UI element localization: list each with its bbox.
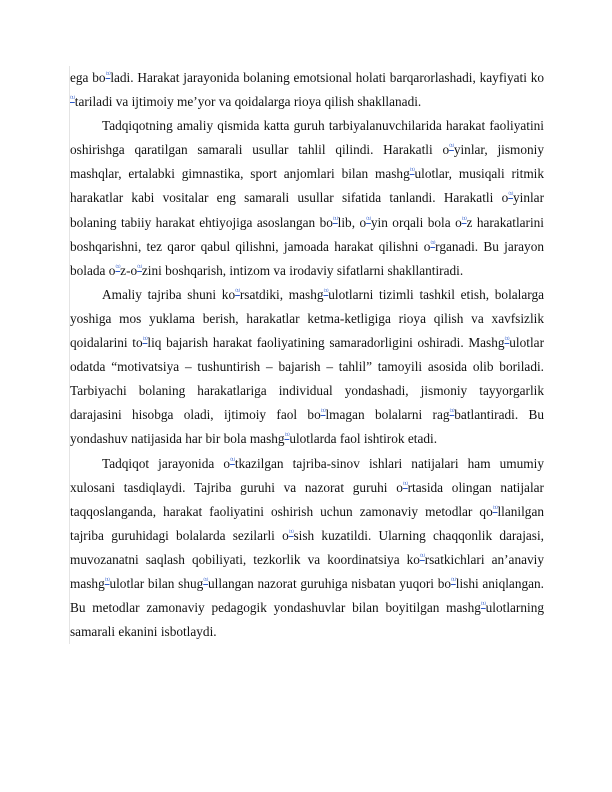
- footnote-link-mark[interactable]: ⁽¹⁾: [288, 528, 294, 537]
- footnote-link-mark[interactable]: ⁽¹⁾: [449, 408, 455, 417]
- paragraph-3: Amaliy tajriba shuni ko⁽¹⁾rsatdiki, mashg⁽¹⁾ulotlarni tizimli tashkil etish, bolalarga yoshiga mos yuklama berish, harakatlar ketma-ketligiga rioya qilish va xavfsizlik qoidalarini to⁽¹⁾liq bajarish harakat faoliyatining samaradorligini oshiradi. Mashg⁽¹⁾ulotlar odatda “motivatsiya – tushuntirish – bajarish – tahlil” tamoyili asosida olib boriladi. Tarbiyachi bolaning harakatlariga individual yondashadi, jismoniy tayyorgarlik darajasini hisobga oladi, ijtimoiy faol bo⁽¹⁾lmagan bolalarni rag⁽¹⁾batlantiradi. Bu yondashuv natijasida har bir bola mashg⁽¹⁾ulotlarda faol ishtirok etadi.: [70, 286, 544, 447]
- footnote-link-mark[interactable]: ⁽¹⁾: [492, 504, 498, 513]
- paragraph-2: Tadqiqotning amaliy qismida katta guruh tarbiyalanuvchilarida harakat faoliyatini oshirishga qaratilgan samarali usullar tahlil qilindi. Harakatli o⁽¹⁾yinlar, jismoniy mashqlar, ertalabki gimnastika, sport anjomlari bilan mashg⁽¹⁾ulotlar, musiqali ritmik harakatlar kabi vositalar eng samarali usullar sifatida tanlandi. Harakatli o⁽¹⁾yinlar bolaning tabiiy harakat ehtiyojiga asoslangan bo⁽¹⁾lib, o⁽¹⁾yin orqali bola o⁽¹⁾z harakatlarini boshqarishni, tez qaror qabul qilishni, jamoada harakat qilishni o⁽¹⁾rganadi. Bu jarayon bolada o⁽¹⁾z-o⁽¹⁾zini boshqarish, intizom va irodaviy sifatlarni shakllantiradi.: [70, 118, 545, 278]
- footnote-link-mark[interactable]: ⁽¹⁾: [235, 287, 240, 296]
- footnote-link-mark[interactable]: ⁽¹⁾: [115, 263, 121, 272]
- footnote-link-mark[interactable]: ⁽¹⁾: [105, 71, 111, 79]
- footnote-link-mark[interactable]: ⁽¹⁾: [430, 239, 436, 248]
- footnote-link-mark[interactable]: ⁽¹⁾: [323, 287, 329, 296]
- footnote-link-mark[interactable]: ⁽¹⁾: [137, 263, 142, 272]
- footnote-link-mark[interactable]: ⁽¹⁾: [142, 336, 148, 345]
- footnote-link-mark[interactable]: ⁽¹⁾: [70, 95, 75, 104]
- footnote-link-mark[interactable]: ⁽¹⁾: [461, 215, 467, 224]
- footnote-link-mark[interactable]: ⁽¹⁾: [480, 601, 486, 610]
- footnote-link-mark[interactable]: ⁽¹⁾: [451, 576, 456, 585]
- footnote-link-mark[interactable]: ⁽¹⁾: [508, 191, 513, 200]
- footnote-link-mark[interactable]: ⁽¹⁾: [284, 432, 290, 441]
- footnote-link-mark[interactable]: ⁽¹⁾: [504, 336, 510, 345]
- footnote-link-mark[interactable]: ⁽¹⁾: [402, 480, 408, 489]
- footnote-link-mark[interactable]: ⁽¹⁾: [230, 456, 235, 465]
- footnote-link-mark[interactable]: ⁽¹⁾: [419, 552, 425, 561]
- footnote-link-mark[interactable]: ⁽¹⁾: [320, 408, 326, 417]
- paragraph-1: ega bo⁽¹⁾ladi. Harakat jarayonida bolaning emotsional holati barqarorlashadi, kayfiyati ko⁽¹⁾tariladi va ijtimoiy me’yor va qoidalarga rioya qilish shakllanadi.: [70, 70, 544, 110]
- footnote-link-mark[interactable]: ⁽¹⁾: [104, 576, 110, 585]
- document-page: [69, 66, 544, 644]
- footnote-link-mark[interactable]: ⁽¹⁾: [203, 576, 209, 585]
- footnote-link-mark[interactable]: ⁽¹⁾: [366, 215, 371, 224]
- footnote-link-mark[interactable]: ⁽¹⁾: [332, 215, 338, 224]
- footnote-link-mark[interactable]: ⁽¹⁾: [409, 167, 415, 176]
- paragraph-4: Tadqiqot jarayonida o⁽¹⁾tkazilgan tajriba-sinov ishlari natijalari ham umumiy xulosani tasdiqlaydi. Tajriba guruhi va nazorat guruhi o⁽¹⁾rtasida olingan natijalar taqqoslanganda, harakat faoliyatini oshirish uchun zamonaviy metodlar qo⁽¹⁾llanilgan tajriba guruhidagi bolalarda sezilarli o⁽¹⁾sish kuzatildi. Ularning chaqqonlik darajasi, muvozanatni saqlash qobiliyati, tezkorlik va koordinatsiya ko⁽¹⁾rsatkichlari an’anaviy mashg⁽¹⁾ulotlar bilan shug⁽¹⁾ullangan nazorat guruhiga nisbatan yuqori bo⁽¹⁾lishi aniqlangan. Bu metodlar zamonaviy pedagogik yondashuvlar bilan boyitilgan mashg⁽¹⁾ulotlarning samarali ekanini isbotlaydi.: [70, 455, 545, 640]
- footnote-link-mark[interactable]: ⁽¹⁾: [449, 143, 454, 152]
